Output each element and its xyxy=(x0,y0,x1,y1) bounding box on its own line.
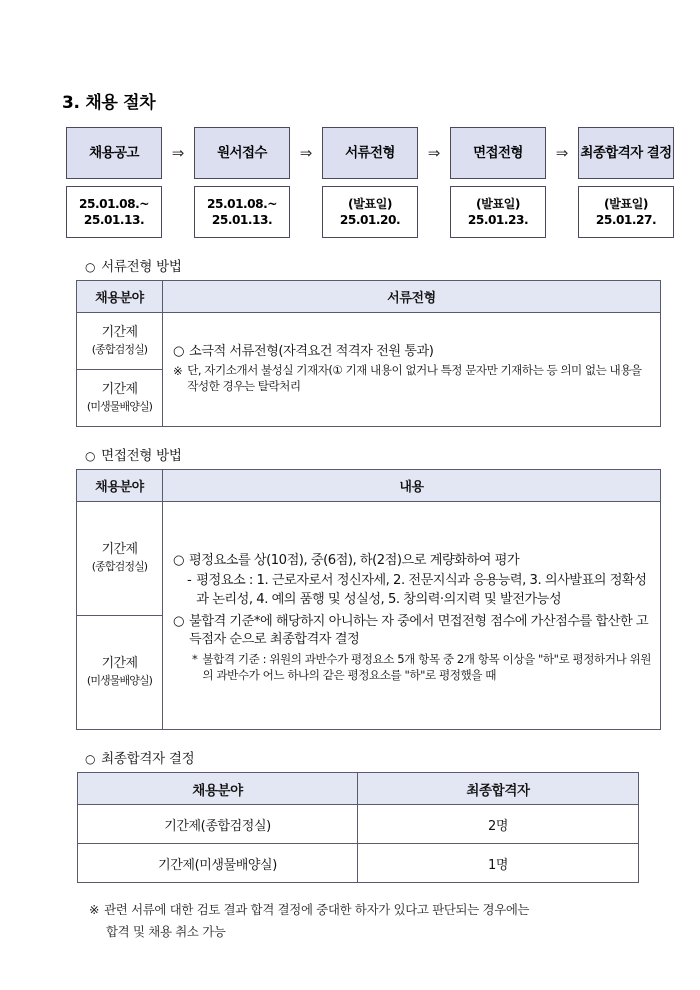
flow-stage-3-date-line1: (발표일) xyxy=(348,196,392,211)
flow-stage-3 xyxy=(322,127,418,238)
flow-stage-2-date-line1: 25.01.08.~ xyxy=(207,196,277,211)
flow-stage-4-date xyxy=(450,186,546,238)
flow-stage-5-date xyxy=(578,186,674,238)
document-screening-content xyxy=(163,313,661,427)
list-item-note-text: 단, 자기소개서 불성실 기재자(① 기재 내용이 없거나 특정 문자만 기재하는 등 의미 없는 내용을 작성한 경우는 탈락처리 xyxy=(187,363,642,394)
col-header-count: 최종합격자 xyxy=(358,773,639,805)
row-field-1-sub: (종합검정실) xyxy=(91,560,148,574)
flow-stage-3-date-line2: 25.01.20. xyxy=(339,213,401,227)
circle-bullet-icon: ○ xyxy=(173,553,185,569)
document-screening-heading xyxy=(85,255,643,275)
table-row xyxy=(77,313,661,370)
result-count-1: 2명 xyxy=(358,805,639,844)
flow-stage-4 xyxy=(450,127,546,238)
table-header-row xyxy=(77,281,661,313)
interview-screening-table xyxy=(76,469,661,730)
flow-stage-4-date-line1: (발표일) xyxy=(476,196,520,211)
list-item-note xyxy=(173,363,651,395)
circle-bullet-icon-2: ○ xyxy=(85,449,96,463)
row-field-1-main: 기간제 xyxy=(101,542,138,558)
flow-stage-2-date-line2: 25.01.13. xyxy=(211,213,273,227)
page-title xyxy=(62,88,643,113)
list-subitem xyxy=(187,572,651,609)
col-header-field: 채용분야 xyxy=(77,470,163,502)
row-field-1 xyxy=(77,313,163,370)
arrow-right-icon-3: ⇒ xyxy=(427,144,441,162)
circle-bullet-icon: ○ xyxy=(173,343,185,359)
list-item xyxy=(173,613,651,650)
interview-screening-heading-text: 면접전형 방법 xyxy=(101,448,182,464)
list-item xyxy=(173,343,651,362)
col-header-field: 채용분야 xyxy=(78,773,358,805)
table-row xyxy=(77,502,661,616)
col-header-content: 서류전형 xyxy=(163,281,661,313)
circle-bullet-icon-1: ○ xyxy=(85,260,96,274)
row-field-1 xyxy=(77,502,163,616)
list-item xyxy=(173,552,651,571)
flow-stage-2-label: 원서접수 xyxy=(194,127,290,179)
flow-stage-4-label: 면접전형 xyxy=(450,127,546,179)
flow-stage-1-date-line2: 25.01.13. xyxy=(83,213,145,227)
flow-stage-1 xyxy=(66,127,162,238)
row-field-2-sub: (미생물배양실) xyxy=(86,399,153,413)
footer-note-line1: 관련 서류에 대한 검토 결과 합격 결정에 중대한 하자가 있다고 판단되는 경우에는 xyxy=(104,902,530,917)
result-count-2: 1명 xyxy=(358,844,639,883)
flow-stage-1-date-line1: 25.01.08.~ xyxy=(79,196,149,211)
flow-stage-1-date xyxy=(66,186,162,238)
flow-stage-3-label: 서류전형 xyxy=(322,127,418,179)
col-header-field: 채용분야 xyxy=(77,281,163,313)
flow-stage-1-label: 채용공고 xyxy=(66,127,162,179)
reference-mark-icon-footer: ※ xyxy=(89,902,100,917)
final-result-heading-text: 최종합격자 결정 xyxy=(101,751,195,767)
result-field-1: 기간제(종합검정실) xyxy=(78,805,358,844)
table-row xyxy=(78,844,639,883)
document-screening-heading-text: 서류전형 방법 xyxy=(101,259,182,275)
interview-screening-heading xyxy=(85,444,643,464)
row-field-2-sub: (미생물배양실) xyxy=(86,674,153,688)
flow-stage-5 xyxy=(578,127,674,238)
list-item-text: 평정요소를 상(10점), 중(6점), 하(2점)으로 계량화하여 평가 xyxy=(189,553,520,569)
recruitment-flowchart xyxy=(66,127,672,238)
arrow-right-icon-4: ⇒ xyxy=(555,144,569,162)
list-item-footnote-text: 불합격 기준 : 위원의 과반수가 평정요소 5개 항목 중 2개 항목 이상을 "하"로 평정하거나 위원의 과반수가 어느 하나의 같은 평정요소를 "하"로 평정했을 때 xyxy=(202,652,651,683)
final-result-heading xyxy=(85,747,643,767)
section-number: 3. xyxy=(62,93,80,113)
flow-stage-5-date-line1: (발표일) xyxy=(604,196,648,211)
interview-screening-content xyxy=(163,502,661,730)
flow-stage-5-date-line2: 25.01.27. xyxy=(595,213,657,227)
col-header-content: 내용 xyxy=(163,470,661,502)
table-row xyxy=(78,805,639,844)
flow-stage-2 xyxy=(194,127,290,238)
row-field-1-main: 기간제 xyxy=(101,324,138,340)
final-result-table xyxy=(77,772,639,883)
document-screening-table xyxy=(76,280,661,427)
flow-stage-2-date xyxy=(194,186,290,238)
row-field-1-sub: (종합검정실) xyxy=(91,342,148,356)
flow-stage-3-date xyxy=(322,186,418,238)
row-field-2-main: 기간제 xyxy=(101,656,138,672)
section-title-text: 채용 절차 xyxy=(85,93,156,113)
table-header-row xyxy=(77,470,661,502)
list-subitem-text: 평정요소 : 1. 근로자로서 정신자세, 2. 전문지식과 응용능력, 3. 의사발표의 정확성과 논리성, 4. 예의 품행 및 성실성, 5. 창의력·의지력 및 발전가능성 xyxy=(196,573,647,607)
asterisk-icon: * xyxy=(192,652,198,667)
reference-mark-icon: ※ xyxy=(173,364,183,379)
flow-stage-4-date-line2: 25.01.23. xyxy=(467,213,529,227)
arrow-right-icon-1: ⇒ xyxy=(171,144,185,162)
list-item-footnote xyxy=(192,651,651,683)
arrow-right-icon-2: ⇒ xyxy=(299,144,313,162)
flow-stage-5-label: 최종합격자 결정 xyxy=(578,127,674,179)
list-item-text: 불합격 기준*에 해당하지 아니하는 자 중에서 면접전형 점수에 가산점수를 합산한 고득점자 순으로 최종합격자 결정 xyxy=(189,613,649,648)
list-item-text: 소극적 서류전형(자격요건 적격자 전원 통과) xyxy=(189,343,434,359)
footer-note-line2: 합격 및 채용 취소 가능 xyxy=(106,923,226,939)
row-field-2-main: 기간제 xyxy=(101,381,138,397)
circle-bullet-icon-3: ○ xyxy=(85,752,96,766)
footer-note xyxy=(89,899,643,942)
row-field-2 xyxy=(77,616,163,730)
result-field-2: 기간제(미생물배양실) xyxy=(78,844,358,883)
circle-bullet-icon: ○ xyxy=(173,613,185,629)
row-field-2 xyxy=(77,370,163,427)
dash-bullet-icon: - xyxy=(187,573,192,589)
table-header-row xyxy=(78,773,639,805)
